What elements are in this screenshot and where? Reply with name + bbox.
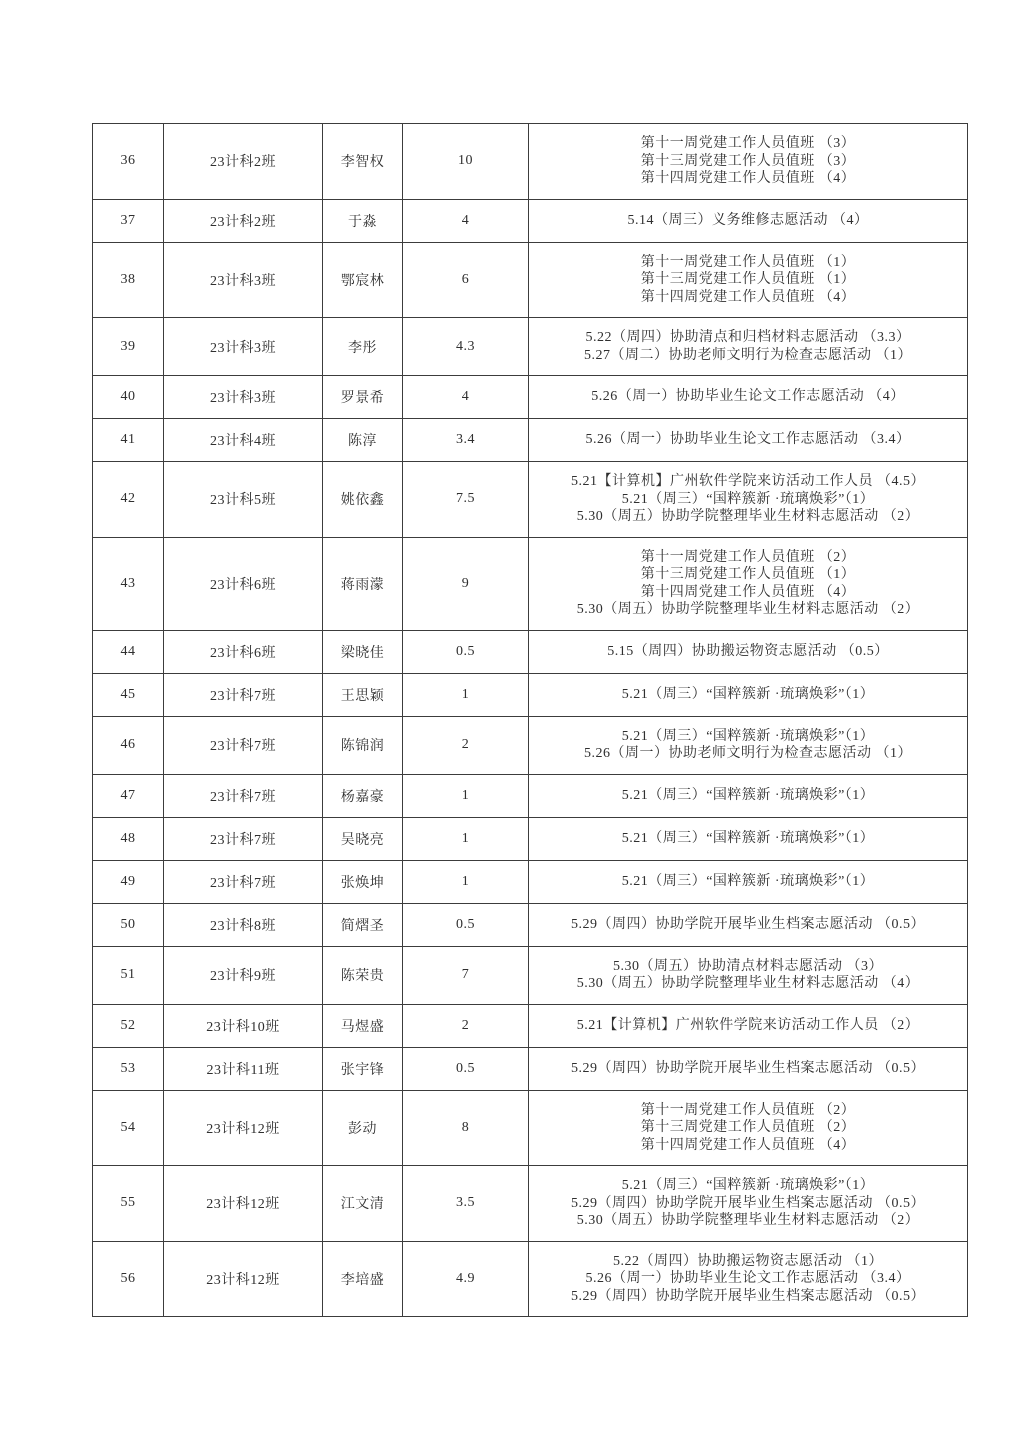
hours-value: 1: [403, 774, 529, 817]
class-name: 23计科10班: [164, 1004, 323, 1047]
activities-cell: [529, 946, 968, 1004]
activity-line: 5.21（周三）“国粹簇新 ·琉璃焕彩”（1）: [621, 728, 875, 744]
student-name: 李智权: [323, 124, 403, 200]
class-name: 23计科6班: [164, 630, 323, 673]
table-row: [93, 199, 968, 242]
activity-line: 5.29（周四）协助学院开展毕业生档案志愿活动 （0.5）: [571, 1060, 925, 1076]
row-number: 42: [93, 462, 164, 538]
class-name: 23计科8班: [164, 903, 323, 946]
class-name: 23计科5班: [164, 462, 323, 538]
row-number: 48: [93, 817, 164, 860]
table-row: [93, 673, 968, 716]
table-row: [93, 716, 968, 774]
activity-line: 5.30（周五）协助学院整理毕业生材料志愿活动 （2）: [576, 1213, 920, 1228]
activity-line: 第十四周党建工作人员值班 （4）: [640, 1137, 856, 1153]
activities-cell: [529, 1241, 968, 1317]
student-name: 彭动: [323, 1090, 403, 1166]
activity-line: 5.30（周五）协助清点材料志愿活动 （3）: [613, 958, 883, 974]
activities-cell: [529, 817, 968, 860]
student-name: 简熠圣: [323, 903, 403, 946]
hours-value: 6: [403, 242, 529, 318]
activity-line: 第十四周党建工作人员值班 （4）: [640, 289, 856, 305]
hours-value: 1: [403, 860, 529, 903]
row-number: 51: [93, 946, 164, 1004]
activity-line: 第十一周党建工作人员值班 （2）: [640, 1102, 856, 1118]
activities-cell: [529, 860, 968, 903]
class-name: 23计科6班: [164, 537, 323, 630]
class-name: 23计科3班: [164, 318, 323, 376]
activities-cell: [529, 376, 968, 419]
hours-value: 4.9: [403, 1241, 529, 1317]
class-name: 23计科7班: [164, 817, 323, 860]
activity-line: 5.21（周三）“国粹簇新 ·琉璃焕彩”（1）: [621, 830, 875, 846]
activity-line: 5.21（周三）“国粹簇新 ·琉璃焕彩”（1）: [621, 491, 875, 507]
table-row: [93, 376, 968, 419]
hours-value: 0.5: [403, 630, 529, 673]
row-number: 40: [93, 376, 164, 419]
activity-line: 5.21（周三）“国粹簇新 ·琉璃焕彩”（1）: [621, 787, 875, 803]
student-name: 姚依鑫: [323, 462, 403, 538]
hours-value: 0.5: [403, 903, 529, 946]
student-name: 陈淳: [323, 419, 403, 462]
activity-line: 第十三周党建工作人员值班 （1）: [640, 567, 856, 582]
activities-cell: [529, 462, 968, 538]
activities-cell: [529, 124, 968, 200]
row-number: 49: [93, 860, 164, 903]
activity-line: 第十四周党建工作人员值班 （4）: [640, 584, 856, 600]
hours-value: 4: [403, 376, 529, 419]
hours-value: 0.5: [403, 1047, 529, 1090]
student-name: 李培盛: [323, 1241, 403, 1317]
hours-value: 8: [403, 1090, 529, 1166]
table-row: [93, 903, 968, 946]
activity-line: 5.27（周二）协助老师文明行为检查志愿活动 （1）: [584, 347, 912, 363]
table-body: [93, 124, 968, 1317]
row-number: 36: [93, 124, 164, 200]
activities-cell: [529, 1090, 968, 1166]
class-name: 23计科7班: [164, 716, 323, 774]
class-name: 23计科2班: [164, 199, 323, 242]
table-row: [93, 318, 968, 376]
row-number: 53: [93, 1047, 164, 1090]
activity-line: 5.29（周四）协助学院开展毕业生档案志愿活动 （0.5）: [571, 916, 925, 932]
row-number: 56: [93, 1241, 164, 1317]
row-number: 46: [93, 716, 164, 774]
hours-value: 2: [403, 716, 529, 774]
activity-line: 5.21（周三）“国粹簇新 ·琉璃焕彩”（1）: [621, 1178, 875, 1193]
hours-value: 3.5: [403, 1166, 529, 1242]
activities-cell: [529, 716, 968, 774]
hours-value: 2: [403, 1004, 529, 1047]
class-name: 23计科12班: [164, 1241, 323, 1317]
table-row: [93, 946, 968, 1004]
hours-value: 1: [403, 673, 529, 716]
table-row: [93, 462, 968, 538]
row-number: 50: [93, 903, 164, 946]
activities-cell: [529, 242, 968, 318]
class-name: 23计科4班: [164, 419, 323, 462]
class-name: 23计科2班: [164, 124, 323, 200]
class-name: 23计科7班: [164, 860, 323, 903]
activity-line: 第十三周党建工作人员值班 （1）: [640, 272, 856, 287]
activity-line: 5.29（周四）协助学院开展毕业生档案志愿活动 （0.5）: [571, 1195, 925, 1211]
activity-line: 5.26（周一）协助毕业生论文工作志愿活动 （3.4）: [585, 432, 911, 448]
student-name: 梁晓佳: [323, 630, 403, 673]
row-number: 47: [93, 774, 164, 817]
activities-cell: [529, 199, 968, 242]
table-row: [93, 817, 968, 860]
activity-line: 5.21【计算机】广州软件学院来访活动工作人员 （2）: [576, 1017, 920, 1033]
student-name: 马煜盛: [323, 1004, 403, 1047]
student-name: 吴晓亮: [323, 817, 403, 860]
student-name: 陈荣贵: [323, 946, 403, 1004]
activity-line: 5.21（周三）“国粹簇新 ·琉璃焕彩”（1）: [621, 686, 875, 702]
hours-value: 9: [403, 537, 529, 630]
table-row: [93, 537, 968, 630]
row-number: 41: [93, 419, 164, 462]
table-row: [93, 1241, 968, 1317]
activities-cell: [529, 673, 968, 716]
activities-cell: [529, 318, 968, 376]
student-name: 蒋雨濛: [323, 537, 403, 630]
student-name: 杨嘉豪: [323, 774, 403, 817]
activity-line: 5.29（周四）协助学院开展毕业生档案志愿活动 （0.5）: [571, 1288, 925, 1304]
activity-line: 5.22（周四）协助搬运物资志愿活动 （1）: [613, 1253, 883, 1269]
volunteer-hours-table: [92, 123, 968, 1317]
table-row: [93, 1166, 968, 1242]
row-number: 37: [93, 199, 164, 242]
activity-line: 第十一周党建工作人员值班 （1）: [640, 254, 856, 270]
class-name: 23计科12班: [164, 1090, 323, 1166]
activities-cell: [529, 630, 968, 673]
activity-line: 第十四周党建工作人员值班 （4）: [640, 171, 856, 186]
student-name: 张焕坤: [323, 860, 403, 903]
activity-line: 5.26（周一）协助毕业生论文工作志愿活动 （3.4）: [585, 1271, 911, 1286]
class-name: 23计科3班: [164, 376, 323, 419]
activities-cell: [529, 1166, 968, 1242]
class-name: 23计科12班: [164, 1166, 323, 1242]
activity-line: 5.22（周四）协助清点和归档材料志愿活动 （3.3）: [585, 330, 911, 345]
row-number: 52: [93, 1004, 164, 1047]
activities-cell: [529, 774, 968, 817]
activity-line: 5.30（周五）协助学院整理毕业生材料志愿活动 （4）: [576, 976, 920, 991]
activity-line: 5.30（周五）协助学院整理毕业生材料志愿活动 （2）: [576, 602, 920, 617]
student-name: 江文清: [323, 1166, 403, 1242]
row-number: 38: [93, 242, 164, 318]
table-row: [93, 860, 968, 903]
row-number: 39: [93, 318, 164, 376]
class-name: 23计科7班: [164, 774, 323, 817]
table-row: [93, 630, 968, 673]
activity-line: 第十一周党建工作人员值班 （2）: [640, 549, 856, 565]
row-number: 55: [93, 1166, 164, 1242]
table-row: [93, 1004, 968, 1047]
student-name: 王思颖: [323, 673, 403, 716]
student-name: 于淼: [323, 199, 403, 242]
table-row: [93, 1090, 968, 1166]
row-number: 43: [93, 537, 164, 630]
hours-value: 7: [403, 946, 529, 1004]
table-row: [93, 242, 968, 318]
table-row: [93, 419, 968, 462]
activity-line: 第十三周党建工作人员值班 （2）: [640, 1120, 856, 1135]
activities-cell: [529, 1047, 968, 1090]
row-number: 44: [93, 630, 164, 673]
activity-line: 5.21（周三）“国粹簇新 ·琉璃焕彩”（1）: [621, 873, 875, 889]
class-name: 23计科7班: [164, 673, 323, 716]
student-name: 陈锦润: [323, 716, 403, 774]
row-number: 45: [93, 673, 164, 716]
activities-cell: [529, 903, 968, 946]
table-row: [93, 124, 968, 200]
table-row: [93, 1047, 968, 1090]
class-name: 23计科9班: [164, 946, 323, 1004]
hours-value: 4.3: [403, 318, 529, 376]
activity-line: 5.26（周一）协助老师文明行为检查志愿活动 （1）: [584, 746, 912, 761]
activities-cell: [529, 1004, 968, 1047]
activity-line: 5.15（周四）协助搬运物资志愿活动 （0.5）: [607, 643, 889, 659]
class-name: 23计科3班: [164, 242, 323, 318]
student-name: 张宇锋: [323, 1047, 403, 1090]
hours-value: 3.4: [403, 419, 529, 462]
activities-cell: [529, 419, 968, 462]
activity-line: 5.30（周五）协助学院整理毕业生材料志愿活动 （2）: [576, 509, 920, 524]
table-row: [93, 774, 968, 817]
hours-value: 10: [403, 124, 529, 200]
activity-line: 5.14（周三）义务维修志愿活动 （4）: [627, 212, 869, 228]
hours-value: 4: [403, 199, 529, 242]
hours-value: 7.5: [403, 462, 529, 538]
activity-line: 5.26（周一）协助毕业生论文工作志愿活动 （4）: [591, 389, 905, 405]
hours-value: 1: [403, 817, 529, 860]
activity-line: 5.21【计算机】广州软件学院来访活动工作人员 （4.5）: [571, 474, 925, 489]
activity-line: 第十三周党建工作人员值班 （3）: [640, 153, 856, 169]
class-name: 23计科11班: [164, 1047, 323, 1090]
student-name: 罗景希: [323, 376, 403, 419]
student-name: 鄂宸林: [323, 242, 403, 318]
row-number: 54: [93, 1090, 164, 1166]
activities-cell: [529, 537, 968, 630]
student-name: 李彤: [323, 318, 403, 376]
activity-line: 第十一周党建工作人员值班 （3）: [640, 136, 856, 151]
